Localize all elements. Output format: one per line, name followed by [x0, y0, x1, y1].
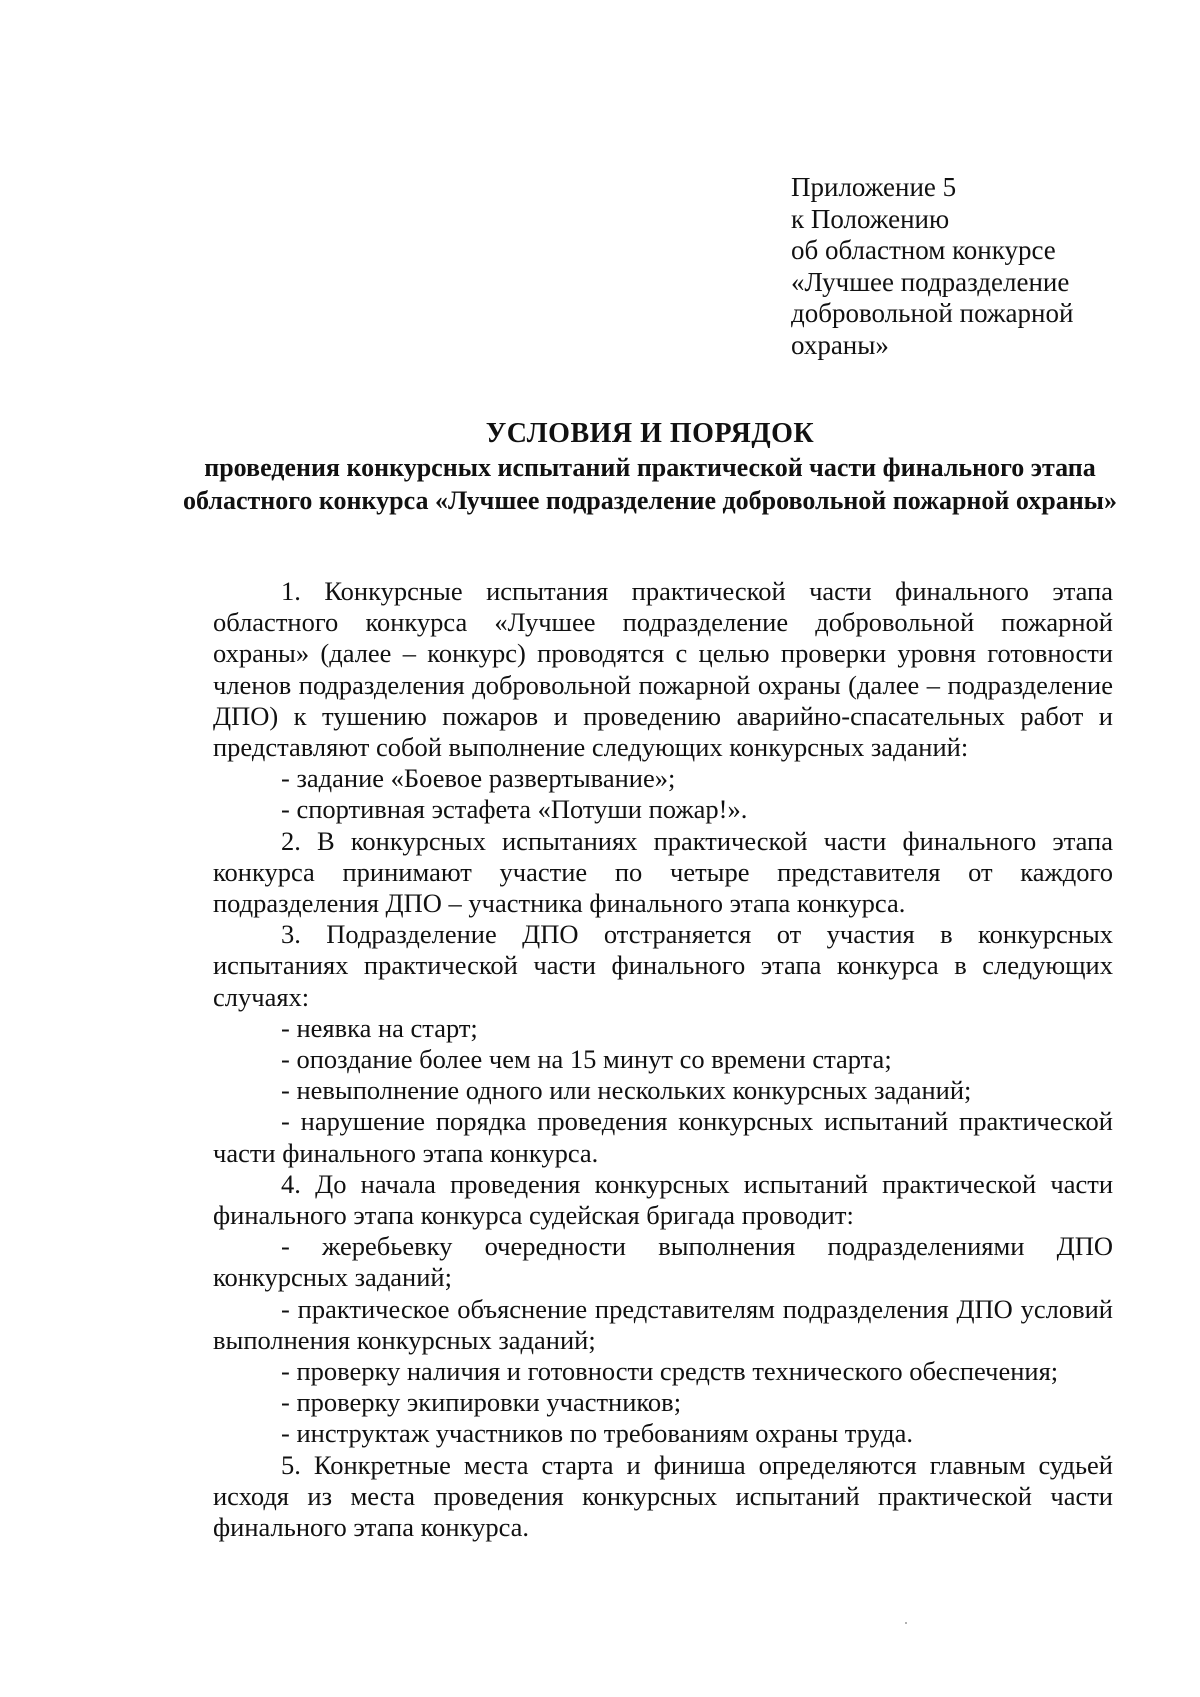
- list-item: - опоздание более чем на 15 минут со времени старта;: [281, 1044, 892, 1075]
- paragraph: 2. В конкурсных испытаниях практической части финального этапа конкурса принимают участие по четыре представителя от каждого подразделения ДПО – участника финального этапа конкурса.: [213, 825, 1113, 919]
- document-heading: [160, 417, 1140, 517]
- appendix-reference: [791, 172, 1121, 361]
- paragraph: 1. Конкурсные испытания практической части финального этапа областного конкурса «Лучшее подразделение добровольной пожарной охраны» (далее – конкурс) проводятся с целью проверки уровня готовности членов подразделения добровольной пожарной охраны (далее – подразделение ДПО) к тушению пожаров и проведению аварийно-спасательных работ и представляют собой выполнение следующих конкурсных заданий:: [213, 576, 1113, 763]
- paragraph: 3. Подразделение ДПО отстраняется от участия в конкурсных испытаниях практической части финального этапа конкурса в следующих случаях:: [213, 919, 1113, 1012]
- appendix-line: об областном конкурсе: [791, 235, 1056, 265]
- document-title: УСЛОВИЯ И ПОРЯДОК: [485, 418, 815, 449]
- list-item: - жеребьевку очередности выполнения подразделениями ДПО конкурсных заданий;: [213, 1231, 1113, 1293]
- document-subtitle: проведения конкурсных испытаний практической части финального этапа областного конкурса «Лучшее подразделение добровольной пожарной охраны»: [183, 453, 1117, 515]
- appendix-line: к Положению: [791, 203, 950, 234]
- scan-speck: [905, 1622, 907, 1624]
- list-item: - задание «Боевое развертывание»;: [281, 763, 676, 794]
- appendix-line: Приложение 5: [791, 172, 957, 202]
- appendix-line: добровольной пожарной: [791, 298, 1074, 328]
- appendix-line: «Лучшее подразделение: [791, 266, 1070, 297]
- list-item: - неявка на старт;: [281, 1012, 478, 1043]
- document-body: [213, 576, 1113, 1543]
- appendix-line: охраны»: [791, 329, 889, 360]
- paragraph: 4. До начала проведения конкурсных испытаний практической части финального этапа конкурса судейская бригада проводит:: [213, 1168, 1113, 1231]
- list-item: - проверку экипировки участников;: [281, 1387, 682, 1418]
- list-item: - инструктаж участников по требованиям охраны труда.: [281, 1418, 914, 1449]
- list-item: - спортивная эстафета «Потуши пожар!».: [281, 794, 748, 825]
- paragraph: 5. Конкретные места старта и финиша определяются главным судьей исходя из места проведения конкурсных испытаний практической части финального этапа конкурса.: [213, 1449, 1113, 1543]
- list-item: - проверку наличия и готовности средств технического обеспечения;: [281, 1356, 1059, 1387]
- list-item: - практическое объяснение представителям подразделения ДПО условий выполнения конкурсных заданий;: [213, 1293, 1113, 1355]
- list-item: - нарушение порядка проведения конкурсных испытаний практической части финального этапа конкурса.: [213, 1106, 1113, 1168]
- list-item: - невыполнение одного или нескольких конкурсных заданий;: [281, 1075, 972, 1106]
